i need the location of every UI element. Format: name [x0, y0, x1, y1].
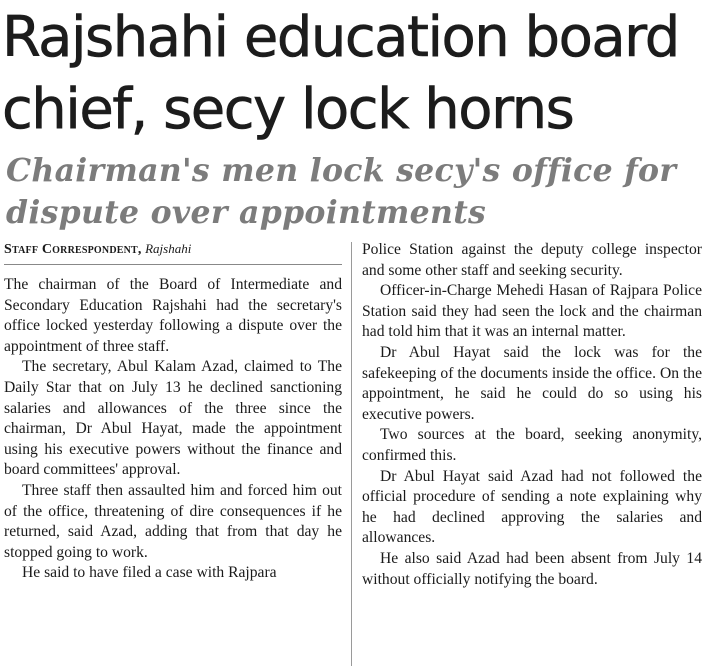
paragraph: Officer-in-Charge Mehedi Hasan of Rajpara Police Station said they had seen the lock and the chairman had told him that it was an internal matter.	[362, 282, 702, 341]
article-column-2	[362, 240, 702, 590]
paragraph: The secretary, Abul Kalam Azad, claimed to The Daily Star that on July 13 he declined sanctioning salaries and allowances of the three since the chairman, Dr Abul Hayat, made the appointment using his executive powers without the finance and board committees' approval.	[4, 358, 342, 479]
article-column-1	[4, 275, 342, 584]
paragraph: Three staff then assaulted him and forced him out of the office, threatening of dire consequences if he returned, said Azad, adding that from that day he stopped going to work.	[4, 481, 342, 561]
paragraph: Two sources at the board, seeking anonymity, confirmed this.	[362, 426, 702, 464]
byline-author: Staff Correspondent,	[4, 242, 142, 257]
paragraph: The chairman of the Board of Intermediate and Secondary Education Rajshahi had the secretary's office locked yesterday following a dispute over the appointment of three staff.	[4, 276, 342, 355]
headline: Rajshahi education board chief, secy lock horns	[2, 5, 679, 142]
paragraph: Police Station against the deputy college inspector and some other staff and seeking security.	[362, 241, 702, 279]
byline-divider	[4, 264, 342, 265]
paragraph: Dr Abul Hayat said the lock was for the safekeeping of the documents inside the office. On the appointment, he said he could do so using his executive powers.	[362, 343, 702, 423]
column-divider	[351, 242, 352, 666]
paragraph: Dr Abul Hayat said Azad had not followed the official procedure of sending a note explaining why he had declined approving the salaries and allowances.	[362, 467, 702, 547]
subheadline: Chairman's men lock secy's office for dispute over appointments	[6, 152, 677, 231]
paragraph: He also said Azad had been absent from July 14 without officially notifying the board.	[362, 549, 702, 588]
byline-location: Rajshahi	[145, 241, 192, 256]
paragraph: He said to have filed a case with Rajpara	[22, 564, 277, 582]
byline	[4, 240, 191, 259]
